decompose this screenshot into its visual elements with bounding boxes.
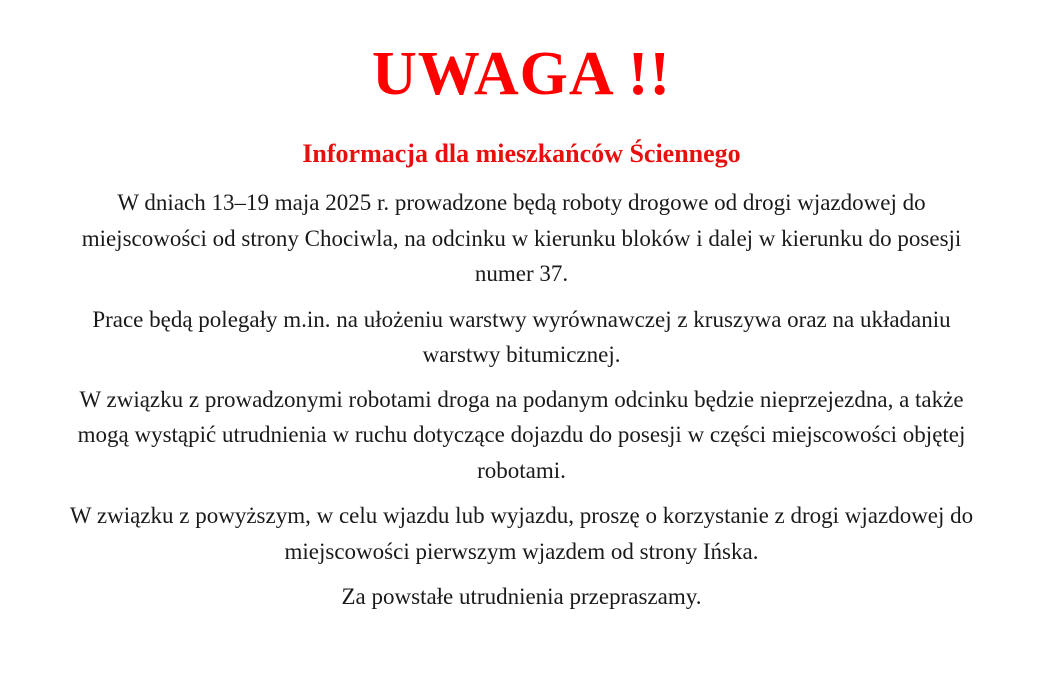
paragraph-roadworks-dates: W dniach 13–19 maja 2025 r. prowadzone będą roboty drogowe od drogi wjazdowej do miejscowości od strony Chociwla, na odcinku w kierunku bloków i dalej w kierunku do posesji numer 37. bbox=[81, 190, 962, 286]
notice-body bbox=[60, 185, 983, 625]
paragraph-work-scope: Prace będą polegały m.in. na ułożeniu warstwy wyrównawczej z kruszywa oraz na układaniu warstwy bitumicznej. bbox=[92, 306, 951, 367]
paragraph-alternate-access: W związku z powyższym, w celu wjazdu lub wyjazdu, proszę o korzystanie z drogi wjazdowej do miejscowości pierwszym wjazdem od strony Ińska. bbox=[69, 503, 974, 564]
paragraph-road-closure: W związku z prowadzonymi robotami droga na podanym odcinku będzie nieprzejezdna, a także mogą wystąpić utrudnienia w ruchu dotyczące dojazdu do posesji w części miejscowości objętej robotami. bbox=[77, 386, 966, 483]
notice-title: UWAGA !! bbox=[371, 40, 672, 108]
notice-subtitle: Informacja dla mieszkańców Ściennego bbox=[302, 139, 741, 168]
paragraph-apology: Za powstałe utrudnienia przepraszamy. bbox=[341, 584, 702, 609]
